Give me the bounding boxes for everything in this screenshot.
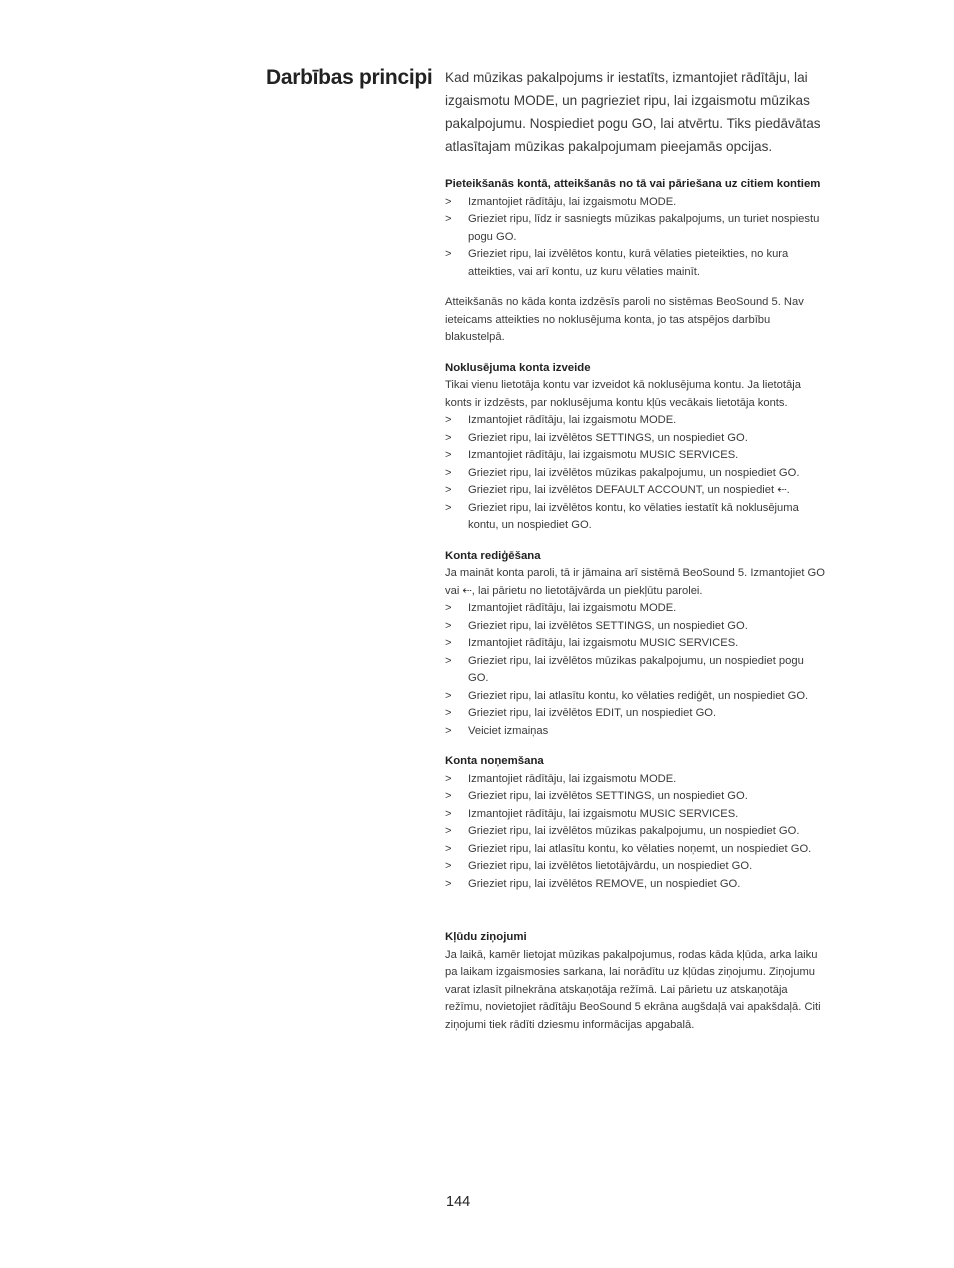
list-item: > Izmantojiet rādītāju, lai izgaismotu MUSIC SERVICES. [445,635,825,653]
list-item: > Grieziet ripu, lai izvēlētos kontu, kurā vēlaties pieteikties, no kura atteikties, vai arī kontu, uz kuru vēlaties mainīt. [445,248,789,278]
list-item: > Veiciet izmaiņas [445,723,825,741]
content-column [445,66,825,1034]
bullet-arrow: > [445,213,452,225]
bullet-arrow: > [445,654,452,667]
list-item: > Grieziet ripu, lai atlasītu kontu, ko vēlaties rediģēt, un nospiediet GO. [445,688,825,706]
bullet-arrow: > [445,825,452,837]
bullet-arrow: > [445,501,452,514]
section-title: Kļūdu ziņojumi [445,931,527,943]
intro-paragraph: Kad mūzikas pakalpojums ir iestatīts, izmantojiet rādītāju, lai izgaismotu MODE, un pagrieziet ripu, lai izgaismotu mūzikas pakalpojumu. Nospiediet pogu GO, lai atvērtu. Tiks piedāvātas atlasītajam mūzikas pakalpojumam pieejamās opcijas. [445,70,821,154]
section-edit-account [445,548,825,741]
bullet-arrow: > [445,724,452,737]
step-list [445,194,825,282]
list-item: > Izmantojiet rādītāju, lai izgaismotu MODE. [445,412,825,430]
bullet-arrow: > [445,707,452,719]
section-title: Konta rediģēšana [445,549,541,562]
list-item: > Grieziet ripu, lai izvēlētos mūzikas pakalpojumu, un nospiediet pogu GO. [445,654,804,684]
list-item: > Grieziet ripu, lai izvēlētos DEFAULT ACCOUNT, un nospiediet ⇠. [445,482,825,500]
bullet-arrow: > [445,484,452,496]
list-item: > Grieziet ripu, lai izvēlētos REMOVE, un nospiediet GO. [445,876,825,894]
list-item: > Izmantojiet rādītāju, lai izgaismotu MUSIC SERVICES. [445,447,825,465]
bullet-arrow: > [445,842,452,855]
bullet-arrow: > [445,637,452,649]
bullet-arrow: > [445,466,452,479]
bullet-arrow: > [445,790,452,802]
bullet-arrow: > [445,195,452,208]
section-title: Noklusējuma konta izveide [445,361,591,374]
bullet-arrow: > [445,248,452,260]
step-list [445,412,825,535]
bullet-arrow: > [445,602,452,614]
section-text: Ja laikā, kamēr lietojat mūzikas pakalpojumus, rodas kāda kļūda, arka laiku pa laikam izgaismosies sarkana, lai norādītu uz kļūdas ziņojumu. Ziņojumu varat izlasīt pilnekrāna atskaņotāja režīmā. Lai pārietu uz atskaņotāja režīmu, novietojiet rādītāju BeoSound 5 ekrāna augšdaļā vai apakšdaļā. Citi ziņojumi tiek rādīti dziesmu informācijas apgabalā. [445,948,821,1031]
section-title: Konta noņemšana [445,755,544,767]
list-item: > Grieziet ripu, lai atlasītu kontu, ko vēlaties noņemt, un nospiediet GO. [445,841,825,859]
section-intro: Tikai vienu lietotāja kontu var izveidot kā noklusējuma kontu. Ja lietotāja konts ir izdzēsts, par noklusējuma kontu kļūs vecākais lietotāja konts. [445,379,801,409]
section-title: Pieteikšanās kontā, atteikšanās no tā vai pāriešana uz citiem kontiem [445,178,821,190]
list-item: > Izmantojiet rādītāju, lai izgaismotu MUSIC SERVICES. [445,806,825,824]
list-item: > Grieziet ripu, lai izvēlētos SETTINGS, un nospiediet GO. [445,618,825,636]
page-heading: Darbības principi [266,66,433,89]
section-login [445,176,825,347]
list-item: > Grieziet ripu, lai izvēlētos EDIT, un nospiediet GO. [445,705,825,723]
bullet-arrow: > [445,431,452,444]
bullet-arrow: > [445,619,452,632]
list-item: > Grieziet ripu, lai izvēlētos mūzikas pakalpojumu, un nospiediet GO. [445,823,825,841]
page-number: 144 [446,1194,471,1210]
bullet-arrow: > [445,414,452,426]
bullet-arrow: > [445,772,452,785]
section-remove-account [445,753,825,893]
section-default-account [445,360,825,535]
list-item: > Grieziet ripu, lai izvēlētos lietotājvārdu, un nospiediet GO. [445,858,825,876]
bullet-arrow: > [445,689,452,702]
list-item: > Grieziet ripu, lai izvēlētos mūzikas pakalpojumu, un nospiediet GO. [445,465,825,483]
list-item: > Izmantojiet rādītāju, lai izgaismotu MODE. [445,600,825,618]
step-list [445,600,825,740]
list-item: > Grieziet ripu, lai izvēlētos SETTINGS, un nospiediet GO. [445,788,825,806]
section-intro: Ja maināt konta paroli, tā ir jāmaina arī sistēmā BeoSound 5. Izmantojiet GO vai ⇠, lai pārietu no lietotājvārda un piekļūtu parolei. [445,567,825,597]
list-item: > Izmantojiet rādītāju, lai izgaismotu MODE. [445,771,825,789]
section-error-messages [445,929,825,1034]
step-list [445,771,825,894]
bullet-arrow: > [445,449,452,461]
bullet-arrow: > [445,860,452,872]
note-paragraph: Atteikšanās no kāda konta izdzēsīs paroli no sistēmas BeoSound 5. Nav ieteicams atteikties no noklusējuma konta, jo tas atspējos darbību blakustelpā. [445,296,804,343]
list-item: > Grieziet ripu, līdz ir sasniegts mūzikas pakalpojums, un turiet nospiestu pogu GO. [445,213,820,243]
list-item: > Grieziet ripu, lai izvēlētos kontu, ko vēlaties iestatīt kā noklusējuma kontu, un nospiediet GO. [445,501,799,531]
list-item: > Grieziet ripu, lai izvēlētos SETTINGS, un nospiediet GO. [445,430,825,448]
bullet-arrow: > [445,807,452,820]
list-item: > Izmantojiet rādītāju, lai izgaismotu MODE. [445,194,825,212]
bullet-arrow: > [445,877,452,890]
